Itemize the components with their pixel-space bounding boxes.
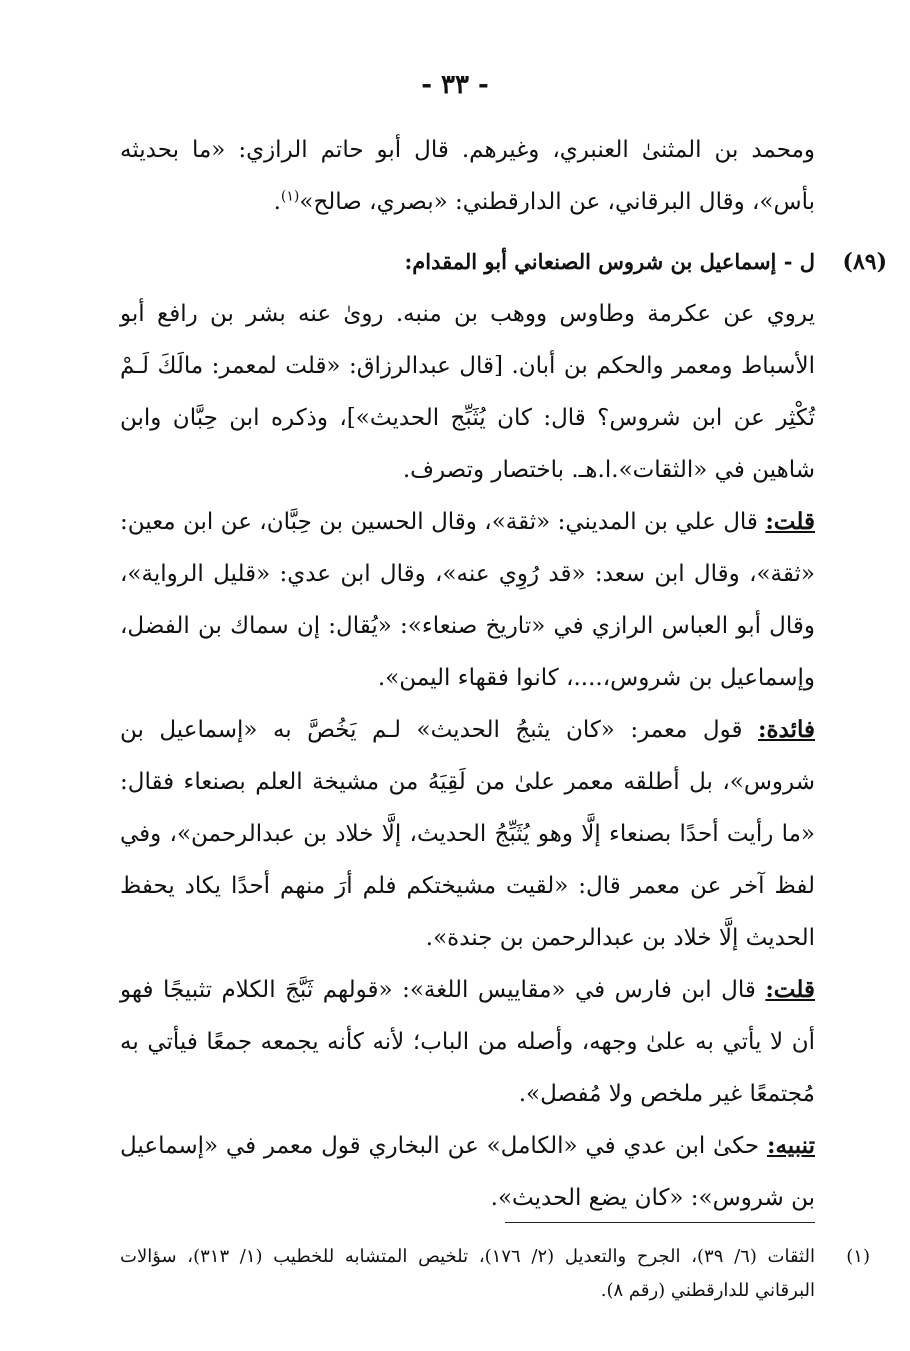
footnote-text: الثقات (٦/ ٣٩)، الجرح والتعديل (٢/ ١٧٦)، تلخيص المتشابه للخطيب (١/ ٣١٣)، سؤالات البرقاني للدارقطني (رقم ٨). — [120, 1246, 815, 1301]
footnote-section — [120, 1240, 870, 1308]
qult-label-1: قلت: — [765, 508, 815, 535]
intro-end: . — [273, 189, 281, 215]
footnote-marker: (١) — [846, 1246, 870, 1267]
entry-heading — [120, 236, 887, 288]
entry-number: (٨٩) — [842, 249, 887, 275]
main-text — [120, 124, 887, 1224]
qult-paragraph-2 — [120, 964, 815, 1120]
page-number: - ٣٣ - — [421, 70, 489, 100]
intro-paragraph — [120, 124, 815, 228]
footnote-item — [120, 1240, 870, 1308]
tanbih-label: تنبيه: — [766, 1132, 815, 1159]
qult-text-1: قال علي بن المديني: «ثقة»، وقال الحسين بن حِبَّان، عن ابن معين: «ثقة»، وقال ابن سعد: «قد رُوِي عنه»، وقال ابن عدي: «قليل الرواية»، وقال أبو العباس الرازي في «تاريخ صنعاء»: «يُقال: إن سماك بن الفضل، وإسماعيل بن شروس،....، كانوا فقهاء اليمن». — [120, 509, 815, 691]
tanbih-paragraph — [120, 1120, 815, 1224]
qult-label-2: قلت: — [765, 976, 815, 1003]
entry-title: ل - إسماعيل بن شروس الصنعاني أبو المقدام: — [404, 249, 815, 274]
faida-label: فائدة: — [757, 716, 815, 743]
qult-paragraph-1 — [120, 496, 815, 704]
qult-text-2: قال ابن فارس في «مقاييس اللغة»: «قولهم ثَبَّجَ الكلام تثبيجًا فهو أن لا يأتي به علىٰ وجهه، وأصله من الباب؛ لأنه كأنه يجمعه جمعًا فيأتي به مُجتمعًا غير ملخص ولا مُفصل». — [120, 977, 815, 1107]
faida-paragraph — [120, 704, 815, 964]
intro-text: ومحمد بن المثنىٰ العنبري، وغيرهم. قال أبو حاتم الرازي: «ما بحديثه بأس»، وقال البرقاني، عن الدارقطني: «بصري، صالح» — [120, 137, 815, 215]
bio-paragraph: يروي عن عكرمة وطاوس ووهب بن منبه. روىٰ عنه بشر بن رافع أبو الأسباط ومعمر والحكم بن أبان. [قال عبدالرزاق: «قلت لمعمر: مالَكَ لَـمْ تُكْثِر عن ابن شروس؟ قال: كان يُثَبِّج الحديث»]، وذكره ابن حِبَّان وابن شاهين في «الثقات».ا.هـ. باختصار وتصرف. — [120, 301, 815, 483]
faida-text: قول معمر: «كان يثبجُ الحديث» لـم يَخُصَّ به «إسماعيل بن شروس»، بل أطلقه معمر علىٰ من لَقِيَهُ من مشيخة العلم بصنعاء فقال: «ما رأيت أحدًا بصنعاء إلَّا وهو يُثَبِّجُ الحديث، إلَّا خلاد بن عبدالرحمن»، وفي لفظ آخر عن معمر قال: «لقيت مشيختكم فلم أرَ منهم أحدًا يكاد يحفظ الحديث إلَّا خلاد بن عبدالرحمن بن جندة». — [120, 717, 815, 951]
tanbih-text: حكىٰ ابن عدي في «الكامل» عن البخاري قول معمر في «إسماعيل بن شروس»: «كان يضع الحديث». — [120, 1133, 815, 1211]
footnote-reference: (١) — [280, 188, 300, 205]
footnote-divider — [505, 1222, 815, 1223]
